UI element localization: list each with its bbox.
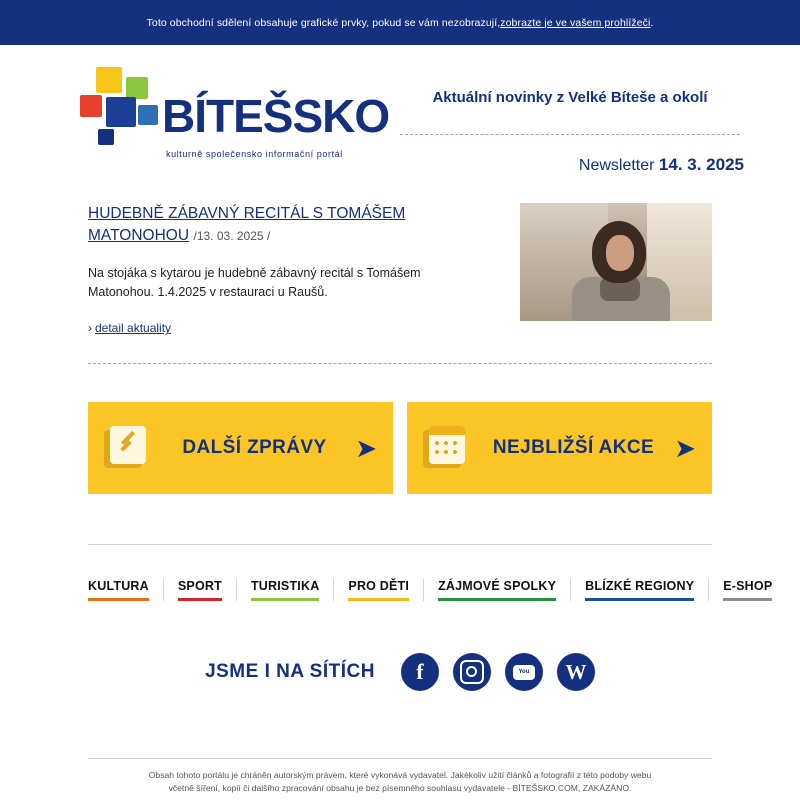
category-pro-deti[interactable]	[334, 579, 424, 601]
footer-line-2: včetně šíření, kopií či dalšího zpracování obsahu je bez písemného souhlasu vydavatele - BÍTEŠSKO.COM, ZAKÁZÁNO.	[168, 782, 632, 793]
newsletter-date: 14. 3. 2025	[658, 155, 744, 174]
social-section	[0, 601, 800, 691]
category-underline	[585, 598, 694, 601]
category-e-shop[interactable]	[709, 579, 772, 601]
article-body: Na stojáka s kytarou je hudebně zábavný recitál s Tomášem Matonohou. 1.4.2025 v restauraci u Raušů.	[88, 265, 421, 299]
footer-line-1: Obsah tohoto portálu je chráněn autorským právem, které vykonává vydavatel. Jakékoliv užití článků a fotografií z této podoby webu	[148, 770, 652, 781]
news-edit-icon	[104, 426, 148, 470]
cta-label: DALŠÍ ZPRÁVY	[182, 437, 327, 459]
detail-aktuality-link[interactable]: detail aktuality	[95, 321, 172, 336]
preheader-text-before: Toto obchodní sdělení obsahuje grafické prvky, pokud se vám nezobrazují,	[146, 16, 501, 29]
category-label: PRO DĚTI	[348, 579, 410, 594]
category-label: BLÍZKÉ REGIONY	[585, 579, 695, 594]
category-underline	[348, 598, 409, 601]
footer	[0, 758, 800, 800]
categories-divider	[88, 544, 712, 545]
cta-label: NEJBLIŽŠÍ AKCE	[492, 437, 655, 459]
newsletter-label: Newsletter	[578, 157, 655, 174]
facebook-glyph: f	[416, 659, 424, 685]
calendar-icon	[423, 426, 467, 470]
youtube-icon[interactable]	[505, 653, 543, 691]
article-text	[88, 203, 520, 335]
category-label: E-SHOP	[723, 579, 773, 594]
view-in-browser-link[interactable]: zobrazte je ve vašem prohlížeči	[500, 16, 651, 29]
logo-squares-icon	[80, 67, 158, 143]
logo-top	[80, 67, 390, 143]
category-underline	[178, 598, 222, 601]
header	[0, 45, 800, 185]
youtube-glyph: You Tube	[513, 665, 535, 680]
category-zajmove-spolky[interactable]	[424, 579, 571, 601]
cta-row	[0, 364, 800, 494]
preheader-text-after: .	[650, 16, 654, 29]
preheader-bar	[0, 0, 800, 45]
article-date: /13. 03. 2025 /	[193, 229, 271, 244]
facebook-icon[interactable]	[401, 653, 439, 691]
wikipedia-icon[interactable]	[557, 653, 595, 691]
category-label: SPORT	[177, 579, 222, 594]
social-title: JSME I NA SÍTÍCH	[205, 661, 375, 683]
logo[interactable]	[80, 67, 390, 159]
category-blizke-regiony[interactable]	[571, 579, 709, 601]
arrow-right-icon: ➤	[674, 433, 696, 464]
category-label: ZÁJMOVÉ SPOLKY	[438, 579, 557, 594]
category-underline	[723, 598, 772, 601]
category-kultura[interactable]	[88, 579, 164, 601]
cta-nejblizsi-akce[interactable]	[407, 402, 712, 494]
article	[0, 185, 800, 335]
cta-dalsi-zpravy[interactable]	[88, 402, 393, 494]
arrow-right-icon: ➤	[355, 433, 377, 464]
category-sport[interactable]	[164, 579, 237, 601]
instagram-icon[interactable]	[453, 653, 491, 691]
logo-wordmark: BÍTEŠSKO	[162, 90, 390, 142]
header-right	[380, 67, 760, 175]
category-turistika[interactable]	[237, 579, 334, 601]
chevron-right-icon: ›	[88, 321, 92, 336]
category-label: TURISTIKA	[250, 579, 320, 594]
logo-tagline: kulturně společensko informační portál	[166, 149, 343, 159]
category-underline	[438, 598, 556, 601]
header-divider	[400, 134, 740, 135]
newsletter-line	[380, 155, 760, 175]
category-underline	[88, 598, 149, 601]
header-title: Aktuální novinky z Velké Bíteše a okolí	[432, 89, 708, 106]
footer-divider	[88, 758, 712, 759]
category-label: KULTURA	[88, 579, 149, 594]
article-photo[interactable]	[520, 203, 712, 321]
categories-section	[0, 494, 800, 601]
categories-nav	[88, 579, 773, 601]
wikipedia-glyph: W	[565, 659, 587, 684]
article-detail-link-row	[88, 321, 490, 335]
article-title-link[interactable]: HUDEBNĚ ZÁBAVNÝ RECITÁL S TOMÁŠEM MATONOHOU	[88, 205, 406, 245]
category-underline	[251, 598, 319, 601]
